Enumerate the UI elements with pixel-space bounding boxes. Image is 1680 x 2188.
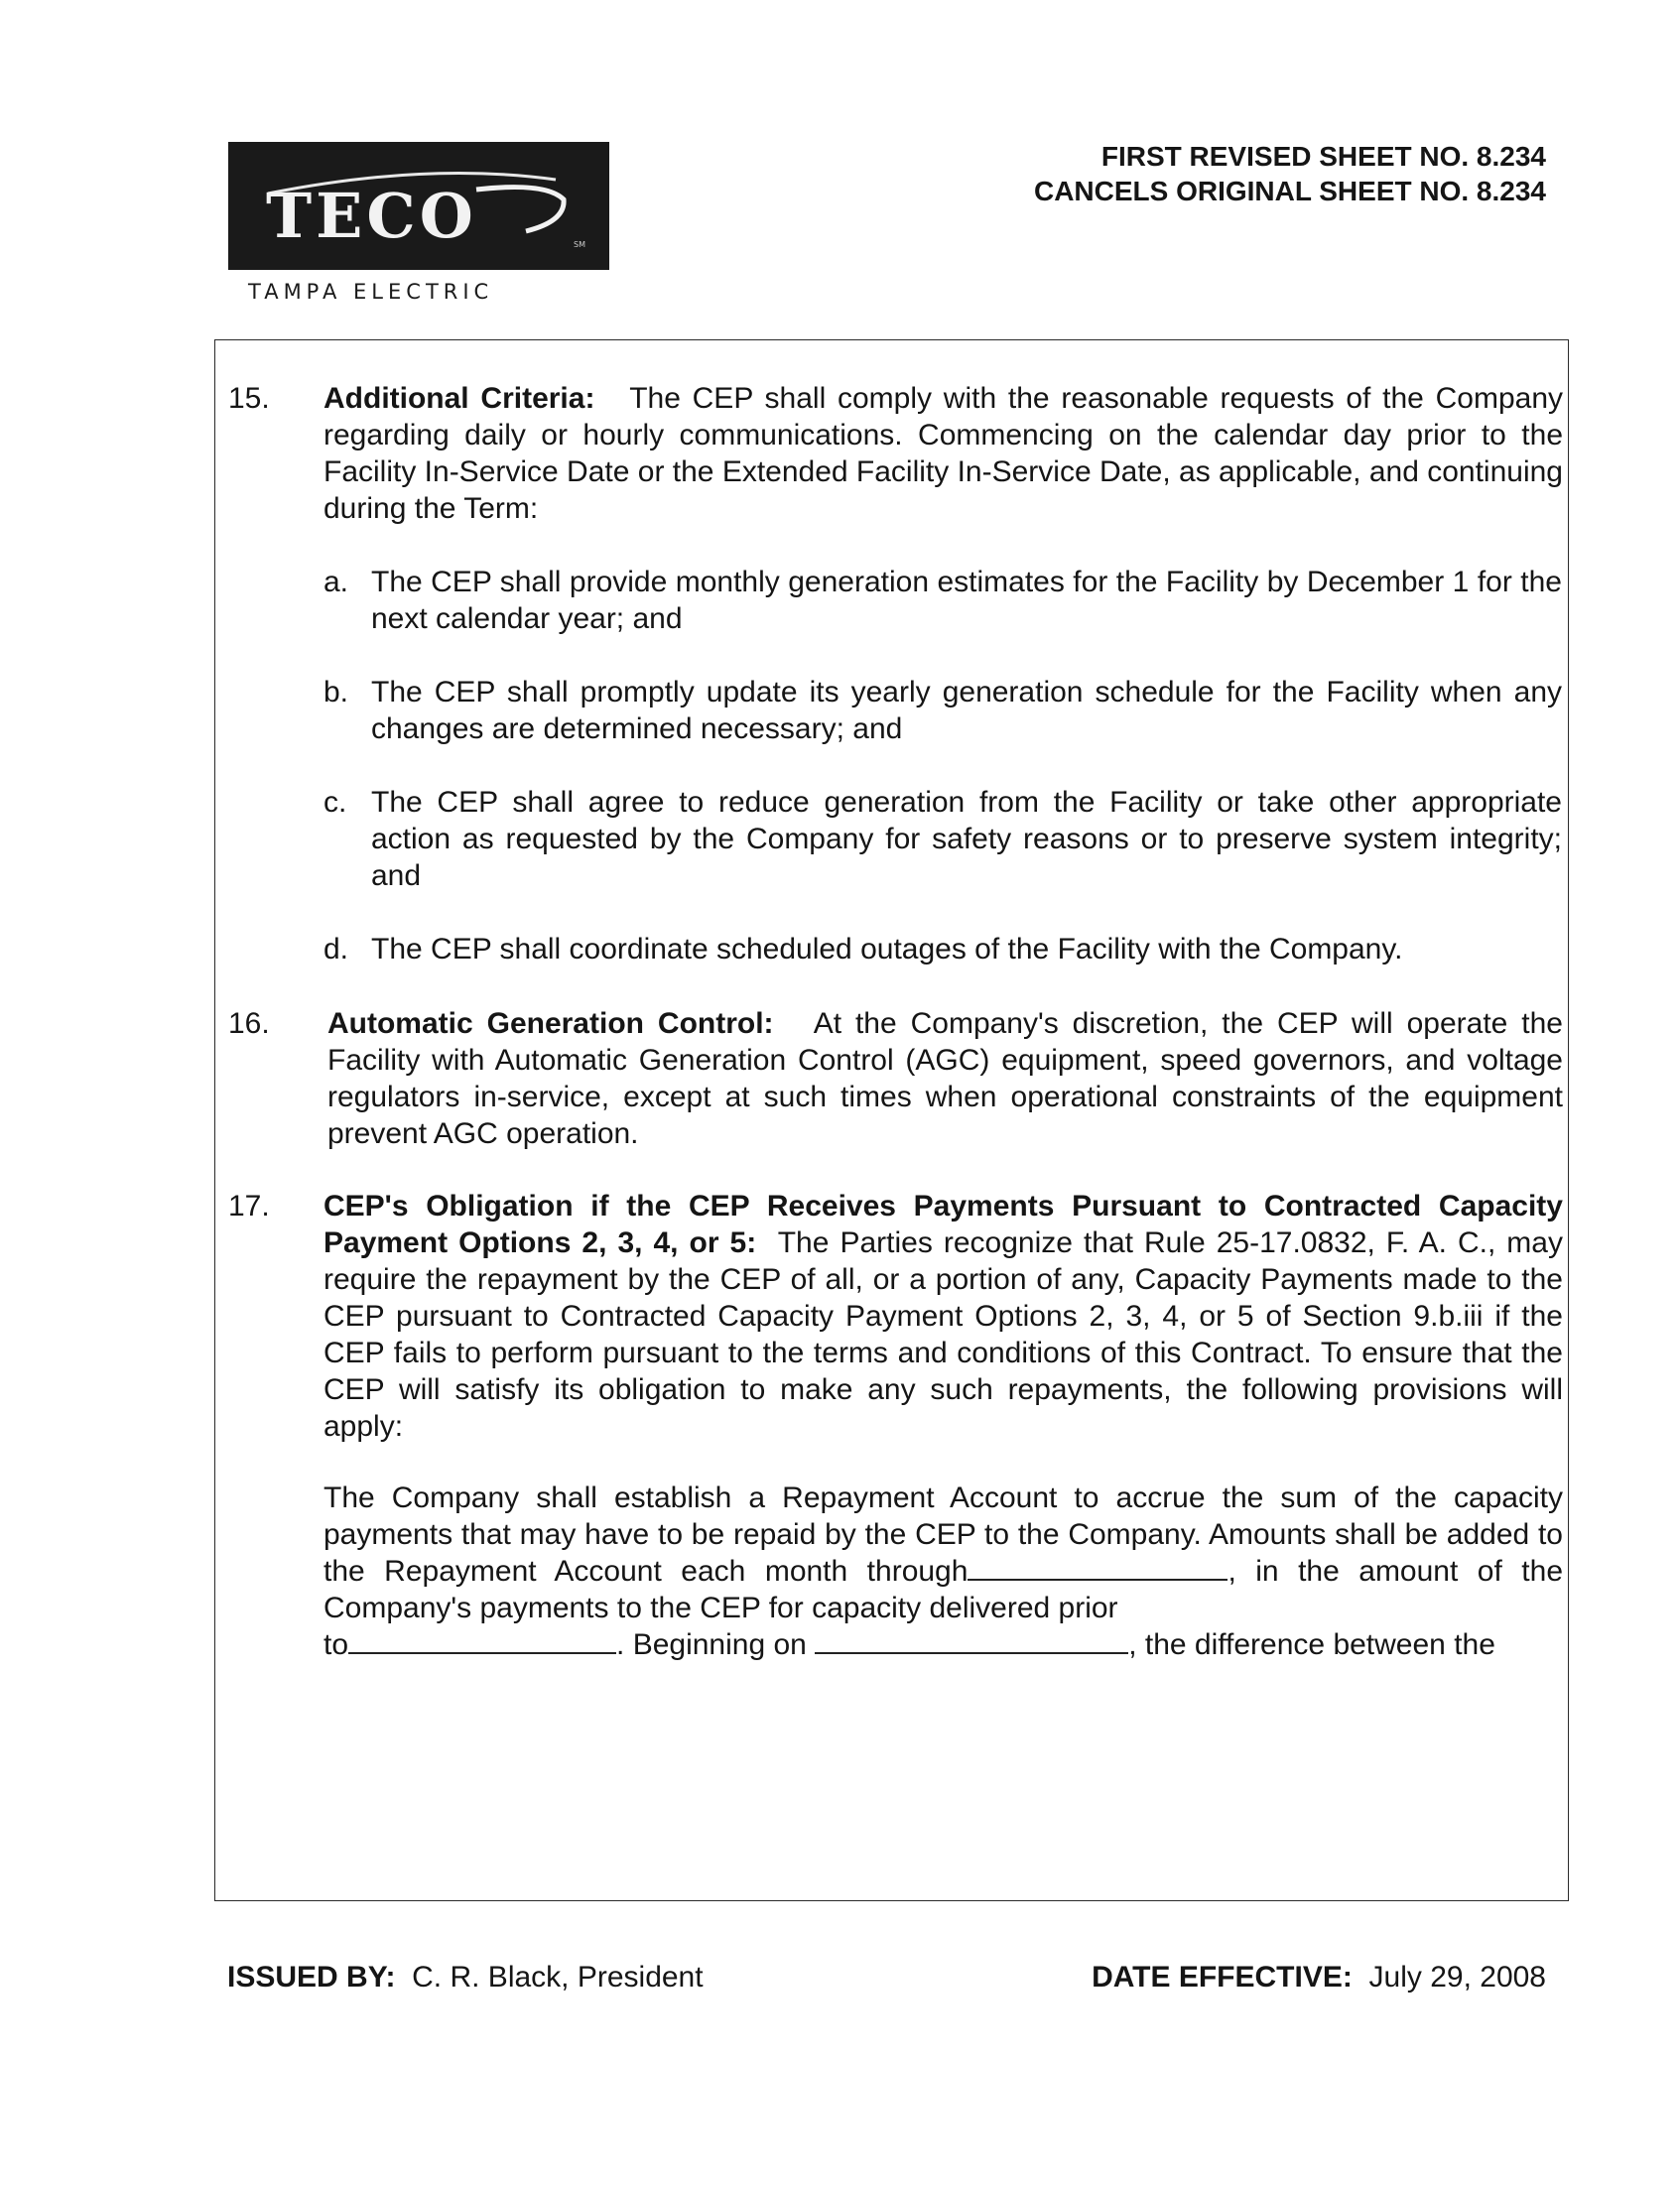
list-letter: d. <box>323 933 349 965</box>
section-17 <box>228 1188 1563 1446</box>
blank-field <box>815 1626 1128 1654</box>
list-letter: c. <box>323 786 347 819</box>
section-body <box>327 1005 1563 1152</box>
section-body <box>323 1188 1563 1445</box>
section-text: The Parties recognize that Rule 25-17.0832, F. A. C., may require the repayment by the CEP of all, or a portion of any, Capacity Payments made to the CEP pursuant to Contracted Capacity Payment Options 2, 3, 4, or 5 of Section 9.b.iii if the CEP fails to perform pursuant to the terms and conditions of this Contract. To ensure that the CEP will satisfy its obligation to make any such repayments, the following provisions will apply: <box>323 1226 1563 1443</box>
date-label: DATE EFFECTIVE: <box>1092 1961 1353 1994</box>
sheet-line-1: FIRST REVISED SHEET NO. 8.234 <box>1100 141 1546 172</box>
section-number: 16. <box>228 1007 270 1040</box>
svg-text:SM: SM <box>574 240 585 249</box>
paragraph-text: The Company shall establish a Repayment Account to accrue the sum of the capacity payments that may have to be repaid by the CEP to the Company. Amounts shall be added to the Repayment Account each month through <box>323 1481 1563 1588</box>
section-heading: Automatic Generation Control: <box>327 1007 774 1040</box>
section-text: The CEP shall comply with the reasonable requests of the Company regarding daily or hourly communications. Commencing on the calendar day prior to the Facility In-Service Date or the Extended Facility In-Service Date, as applicable, and continuing during the Term: <box>323 382 1564 525</box>
list-text: The CEP shall agree to reduce generation from the Facility or take other appropriate action as requested by the Company for safety reasons or to preserve system integrity; and <box>371 786 1562 892</box>
repayment-paragraph <box>323 1480 1563 1663</box>
logo-caption: TAMPA ELECTRIC <box>248 280 494 304</box>
sheet-line-2: CANCELS ORIGINAL SHEET NO. 8.234 <box>1033 176 1546 206</box>
blank-field <box>348 1626 616 1654</box>
sheet-number-header <box>1034 139 1546 208</box>
paragraph-text: to <box>323 1628 349 1661</box>
logo-wordmark: TECO <box>266 180 477 252</box>
section-body <box>323 380 1563 527</box>
paragraph-text: , in the amount of the Company's payments to the CEP for capacity delivered prior <box>323 1555 1563 1624</box>
date-effective <box>1092 1960 1546 1995</box>
paragraph-text: , the difference between the <box>1128 1628 1495 1661</box>
section-text: At the Company's discretion, the CEP will operate the Facility with Automatic Generation Control (AGC) equipment, speed governors, and voltage regulators in-service, except at such times when operational constraints of the equipment prevent AGC operation. <box>327 1007 1563 1150</box>
list-letter: b. <box>323 676 349 708</box>
date-value: July 29, 2008 <box>1368 1961 1546 1994</box>
section-heading: Additional Criteria: <box>323 382 595 415</box>
section-heading: CEP's Obligation if the CEP Receives Payments Pursuant to Contracted Capacity Payment Options 2, 3, 4, or 5: <box>323 1190 1563 1259</box>
section-15 <box>228 380 1563 529</box>
list-text: The CEP shall coordinate scheduled outages of the Facility with the Company. <box>371 933 1403 965</box>
section-number: 17. <box>228 1190 270 1223</box>
list-text: The CEP shall promptly update its yearly generation schedule for the Facility when any changes are determined necessary; and <box>371 676 1562 745</box>
issued-by <box>227 1960 704 1995</box>
section-16 <box>228 1005 1563 1154</box>
issued-value: C. R. Black, President <box>412 1961 704 1994</box>
section-number: 15. <box>228 382 270 415</box>
list-text: The CEP shall provide monthly generation estimates for the Facility by December 1 for the next calendar year; and <box>371 566 1562 635</box>
paragraph-text: . Beginning on <box>616 1628 816 1661</box>
list-letter: a. <box>323 566 349 598</box>
issued-label: ISSUED BY: <box>227 1961 396 1994</box>
company-logo <box>228 142 609 270</box>
blank-field <box>968 1553 1228 1581</box>
